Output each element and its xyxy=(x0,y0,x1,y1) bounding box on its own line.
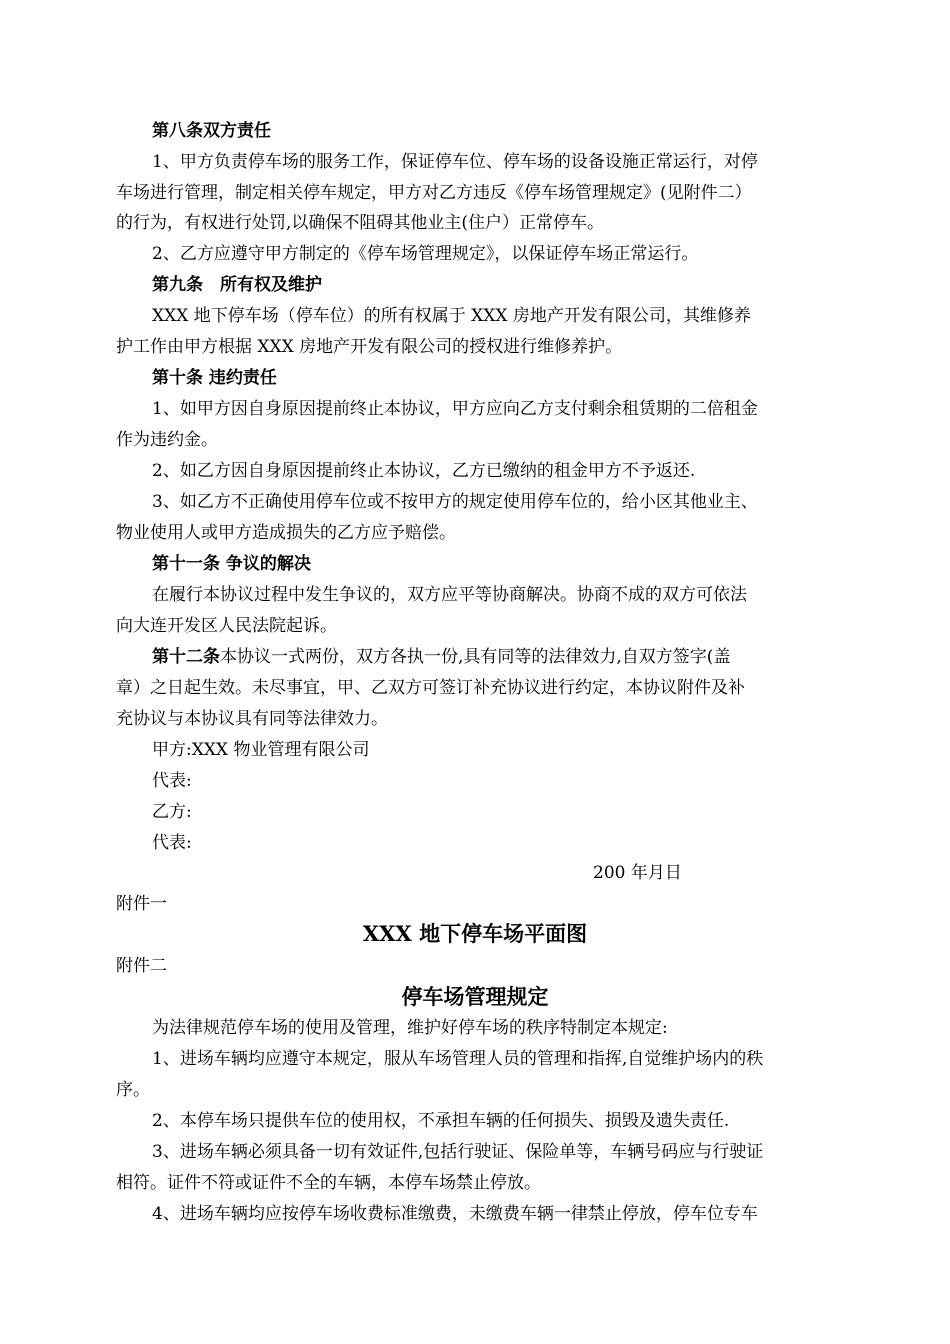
article-8-title: 第八条双方责任 xyxy=(152,121,271,141)
article-12-p1-line3: 充协议与本协议具有同等法律效力。 xyxy=(116,709,388,729)
article-8-p1-line3: 的行为，有权进行处罚,以确保不阻碍其他业主(住户）正常停车。 xyxy=(116,213,605,233)
article-12-title: 第十二条 xyxy=(152,647,220,667)
article-10-title: 第十条 违约责任 xyxy=(152,368,277,388)
party-a-signature: 甲方:XXX 物业管理有限公司 xyxy=(152,740,370,760)
article-8-p1-line1: 1、甲方负责停车场的服务工作，保证停车位、停车场的设备设施正常运行，对停 xyxy=(152,152,758,172)
rule-4-line1: 4、进场车辆均应按停车场收费标准缴费，未缴费车辆一律禁止停放，停车位专车 xyxy=(152,1204,758,1224)
article-8-p2: 2、乙方应遵守甲方制定的《停车场管理规定》，以保证停车场正常运行。 xyxy=(152,244,699,264)
attachment-1-title: XXX 地下停车场平面图 xyxy=(362,921,588,946)
party-b-representative: 代表: xyxy=(152,833,192,853)
attachment-1-label: 附件一 xyxy=(116,894,167,914)
article-10-p3-line2: 物业使用人或甲方造成损失的乙方应予赔偿。 xyxy=(116,523,456,543)
rule-2: 2、本停车场只提供车位的使用权，不承担车辆的任何损失、损毁及遗失责任. xyxy=(152,1111,730,1131)
party-b-signature: 乙方: xyxy=(152,802,192,822)
attachment-2-label: 附件二 xyxy=(116,956,167,976)
article-9-title: 第九条 所有权及维护 xyxy=(152,275,322,295)
article-9-p1-line2: 护工作由甲方根据 XXX 房地产开发有限公司的授权进行维修养护。 xyxy=(116,337,623,357)
article-9-p1-line1: XXX 地下停车场（停车位）的所有权属于 XXX 房地产开发有限公司，其维修养 xyxy=(152,306,751,326)
attachment-2-title: 停车场管理规定 xyxy=(401,985,549,1009)
article-10-p1-line2: 作为违约金。 xyxy=(116,430,218,450)
article-11-p1-line1: 在履行本协议过程中发生争议的，双方应平等协商解决。协商不成的双方可依法 xyxy=(152,585,747,605)
article-12-p1-line1: 本协议一式两份，双方各执一份,具有同等的法律效力,自双方签字(盖 xyxy=(220,647,731,667)
rule-1-line2: 序。 xyxy=(116,1080,150,1100)
article-11-p1-line2: 向大连开发区人民法院起诉。 xyxy=(116,616,337,636)
article-12-p1-line2: 章）之日起生效。未尽事宜，甲、乙双方可签订补充协议进行约定，本协议附件及补 xyxy=(116,678,745,698)
party-a-representative: 代表: xyxy=(152,771,192,791)
article-11-title: 第十一条 争议的解决 xyxy=(152,554,311,574)
signature-date: 200 年月日 xyxy=(593,863,682,883)
rule-3-line1: 3、进场车辆必须具备一切有效证件,包括行驶证、保险单等，车辆号码应与行驶证 xyxy=(152,1142,764,1162)
article-10-p3-line1: 3、如乙方不正确使用停车位或不按甲方的规定使用停车位的，给小区其他业主、 xyxy=(152,492,758,512)
article-10-p1-line1: 1、如甲方因自身原因提前终止本协议，甲方应向乙方支付剩余租赁期的二倍租金 xyxy=(152,399,758,419)
article-12-line1 xyxy=(152,646,730,668)
rules-intro: 为法律规范停车场的使用及管理，维护好停车场的秩序特制定本规定: xyxy=(152,1018,668,1038)
article-10-p2: 2、如乙方因自身原因提前终止本协议，乙方已缴纳的租金甲方不予返还. xyxy=(152,461,696,481)
article-8-p1-line2: 车场进行管理，制定相关停车规定，甲方对乙方违反《停车场管理规定》(见附件二） xyxy=(116,183,752,203)
rule-3-line2: 相符。证件不符或证件不全的车辆，本停车场禁止停放。 xyxy=(116,1173,541,1193)
rule-1-line1: 1、进场车辆均应遵守本规定，服从车场管理人员的管理和指挥,自觉维护场内的秩 xyxy=(152,1049,764,1069)
